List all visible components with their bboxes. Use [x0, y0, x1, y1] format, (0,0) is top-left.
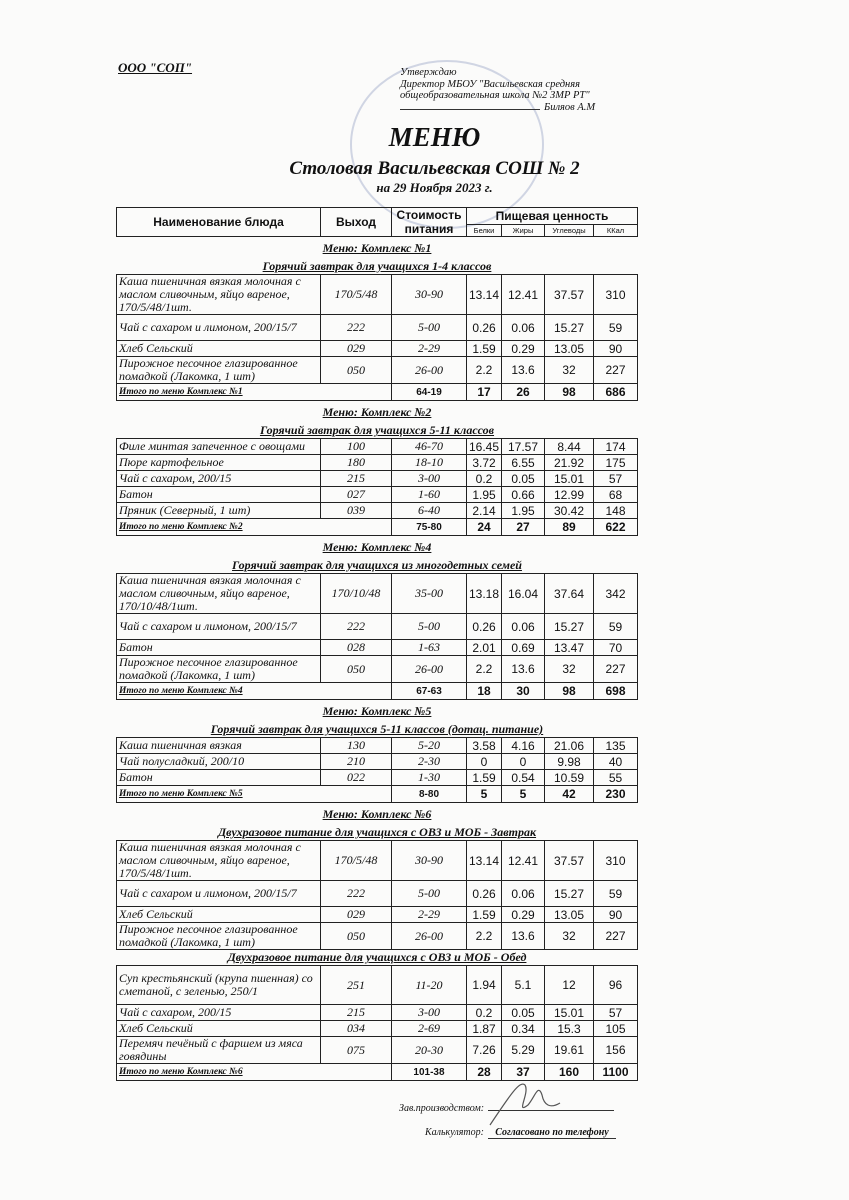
dish-output: 222: [321, 614, 392, 640]
group-subtitle: Горячий завтрак для учащихся 1-4 классов: [117, 259, 638, 275]
dish-kcal: 40: [594, 754, 638, 770]
approve-line: общеобразовательная школа №2 ЗМР РТ": [400, 90, 590, 101]
dish-output: 050: [321, 923, 392, 950]
dish-proteins: 2.2: [467, 923, 502, 950]
total-proteins: 28: [467, 1064, 502, 1081]
dish-name: Батон: [117, 487, 321, 503]
dish-name: Пряник (Северный, 1 шт): [117, 503, 321, 519]
header-proteins: Белки: [467, 224, 502, 236]
dish-cost: 26-00: [392, 357, 467, 384]
dish-carbs: 15.27: [545, 881, 594, 907]
dish-carbs: 32: [545, 357, 594, 384]
dish-output: 075: [321, 1037, 392, 1064]
dish-kcal: 175: [594, 455, 638, 471]
dish-carbs: 21.06: [545, 738, 594, 754]
dish-output: 210: [321, 754, 392, 770]
total-fats: 5: [502, 786, 545, 803]
dish-kcal: 70: [594, 640, 638, 656]
dish-fats: 17.57: [502, 439, 545, 455]
dish-carbs: 30.42: [545, 503, 594, 519]
dish-name: Чай с сахаром, 200/15: [117, 1005, 321, 1021]
dish-proteins: 1.59: [467, 341, 502, 357]
section-title-row: [117, 803, 638, 826]
total-kcal: 622: [594, 519, 638, 536]
dish-cost: 26-00: [392, 923, 467, 950]
section-title-row: [117, 237, 638, 260]
dish-fats: 1.95: [502, 503, 545, 519]
total-carbs: 98: [545, 384, 594, 401]
table-row: [117, 1037, 638, 1064]
dish-name: Чай полусладкий, 200/10: [117, 754, 321, 770]
dish-output: 215: [321, 471, 392, 487]
dish-carbs: 32: [545, 656, 594, 683]
dish-kcal: 90: [594, 907, 638, 923]
dish-carbs: 37.57: [545, 841, 594, 881]
dish-cost: 5-00: [392, 614, 467, 640]
total-fats: 26: [502, 384, 545, 401]
section-title: Меню: Комплекс №5: [322, 703, 432, 718]
dish-carbs: 13.05: [545, 907, 594, 923]
dish-proteins: 1.94: [467, 966, 502, 1005]
total-fats: 37: [502, 1064, 545, 1081]
group-subtitle-row: [117, 259, 638, 275]
dish-proteins: 3.72: [467, 455, 502, 471]
dish-carbs: 37.64: [545, 574, 594, 614]
dish-output: 170/5/48: [321, 841, 392, 881]
table-row: [117, 907, 638, 923]
dish-name: Хлеб Сельский: [117, 907, 321, 923]
signature: [480, 1075, 570, 1130]
total-fats: 27: [502, 519, 545, 536]
dish-kcal: 156: [594, 1037, 638, 1064]
table-row: [117, 315, 638, 341]
dish-proteins: 0.26: [467, 881, 502, 907]
dish-proteins: 2.01: [467, 640, 502, 656]
dish-carbs: 12: [545, 966, 594, 1005]
dish-name: Чай с сахаром и лимоном, 200/15/7: [117, 315, 321, 341]
dish-cost: 35-00: [392, 574, 467, 614]
dish-output: 170/10/48: [321, 574, 392, 614]
dish-output: 130: [321, 738, 392, 754]
table-row: [117, 1021, 638, 1037]
table-row: [117, 487, 638, 503]
dish-name: Хлеб Сельский: [117, 341, 321, 357]
dish-proteins: 0.26: [467, 315, 502, 341]
dish-cost: 2-30: [392, 754, 467, 770]
dish-proteins: 2.14: [467, 503, 502, 519]
table-row: [117, 503, 638, 519]
dish-kcal: 90: [594, 341, 638, 357]
table-row: [117, 738, 638, 754]
dish-proteins: 7.26: [467, 1037, 502, 1064]
dish-fats: 4.16: [502, 738, 545, 754]
dish-fats: 0.06: [502, 614, 545, 640]
dish-cost: 3-00: [392, 471, 467, 487]
header-out: Выход: [321, 208, 392, 237]
dish-carbs: 15.01: [545, 1005, 594, 1021]
dish-proteins: 1.59: [467, 907, 502, 923]
dish-name: Чай с сахаром и лимоном, 200/15/7: [117, 881, 321, 907]
total-row: [117, 384, 638, 401]
production-label: Зав.производством:: [399, 1103, 485, 1114]
dish-carbs: 15.27: [545, 614, 594, 640]
total-kcal: 230: [594, 786, 638, 803]
total-proteins: 17: [467, 384, 502, 401]
section-title: Меню: Комплекс №4: [322, 539, 432, 554]
section-title-row: [117, 536, 638, 559]
section-title: Меню: Комплекс №6: [322, 806, 432, 821]
dish-kcal: 68: [594, 487, 638, 503]
menu-date: на 29 Ноября 2023 г.: [376, 180, 493, 195]
header-fats: Жиры: [502, 224, 545, 236]
dish-carbs: 19.61: [545, 1037, 594, 1064]
total-carbs: 89: [545, 519, 594, 536]
dish-carbs: 12.99: [545, 487, 594, 503]
dish-kcal: 55: [594, 770, 638, 786]
dish-carbs: 13.05: [545, 341, 594, 357]
calc-label: Калькулятор:: [425, 1127, 484, 1138]
section-title-row: [117, 401, 638, 424]
dish-carbs: 9.98: [545, 754, 594, 770]
total-row: [117, 786, 638, 803]
dish-fats: 12.41: [502, 841, 545, 881]
dish-fats: 12.41: [502, 275, 545, 315]
dish-fats: 0: [502, 754, 545, 770]
dish-output: 034: [321, 1021, 392, 1037]
header-nutrition: Пищевая ценность: [467, 208, 638, 225]
dish-output: 027: [321, 487, 392, 503]
total-carbs: 160: [545, 1064, 594, 1081]
total-cost: 8-80: [392, 786, 467, 803]
dish-kcal: 148: [594, 503, 638, 519]
dish-proteins: 16.45: [467, 439, 502, 455]
dish-carbs: 13.47: [545, 640, 594, 656]
group-subtitle: Двухразовое питание для учащихся с ОВЗ и МОБ - Завтрак: [117, 825, 638, 841]
dish-cost: 26-00: [392, 656, 467, 683]
dish-fats: 0.06: [502, 881, 545, 907]
page-subtitle: Столовая Васильевская СОШ № 2: [289, 158, 580, 179]
dish-proteins: 0.2: [467, 471, 502, 487]
table-row: [117, 923, 638, 950]
total-fats: 30: [502, 683, 545, 700]
dish-proteins: 0: [467, 754, 502, 770]
total-label: Итого по меню Комплекс №2: [117, 519, 392, 536]
table-row: [117, 656, 638, 683]
table-row: [117, 754, 638, 770]
total-cost: 101-38: [392, 1064, 467, 1081]
dish-output: 222: [321, 881, 392, 907]
header-carbs: Углеводы: [545, 224, 594, 236]
total-label: Итого по меню Комплекс №4: [117, 683, 392, 700]
dish-fats: 0.66: [502, 487, 545, 503]
dish-name: Филе минтая запеченное с овощами: [117, 439, 321, 455]
dish-fats: 0.05: [502, 1005, 545, 1021]
group-subtitle-row: [117, 825, 638, 841]
dish-kcal: 227: [594, 923, 638, 950]
dish-cost: 46-70: [392, 439, 467, 455]
approve-line: Директор МБОУ "Васильевская средняя: [400, 78, 581, 90]
dish-fats: 13.6: [502, 357, 545, 384]
dish-fats: 16.04: [502, 574, 545, 614]
dish-cost: 18-10: [392, 455, 467, 471]
table-row: [117, 841, 638, 881]
dish-cost: 1-30: [392, 770, 467, 786]
dish-fats: 0.05: [502, 471, 545, 487]
header-kcal: ККал: [594, 224, 638, 236]
total-row: [117, 683, 638, 700]
dish-output: 251: [321, 966, 392, 1005]
dish-cost: 2-29: [392, 907, 467, 923]
dish-kcal: 310: [594, 275, 638, 315]
dish-name: Перемяч печёный с фаршем из мяса говядины: [117, 1037, 321, 1064]
section-title: Меню: Комплекс №2: [322, 404, 432, 419]
total-label: Итого по меню Комплекс №5: [117, 786, 392, 803]
total-label: Итого по меню Комплекс №1: [117, 384, 392, 401]
total-proteins: 5: [467, 786, 502, 803]
dish-carbs: 32: [545, 923, 594, 950]
table-row: [117, 439, 638, 455]
total-proteins: 18: [467, 683, 502, 700]
group-subtitle-row: [117, 950, 638, 966]
dish-proteins: 13.18: [467, 574, 502, 614]
dish-proteins: 1.95: [467, 487, 502, 503]
total-proteins: 24: [467, 519, 502, 536]
table-row: [117, 881, 638, 907]
dish-proteins: 1.87: [467, 1021, 502, 1037]
dish-kcal: 135: [594, 738, 638, 754]
dish-proteins: 13.14: [467, 275, 502, 315]
dish-kcal: 57: [594, 471, 638, 487]
dish-cost: 11-20: [392, 966, 467, 1005]
dish-output: 100: [321, 439, 392, 455]
dish-carbs: 15.3: [545, 1021, 594, 1037]
dish-cost: 30-90: [392, 275, 467, 315]
dish-output: 050: [321, 357, 392, 384]
dish-carbs: 10.59: [545, 770, 594, 786]
total-label: Итого по меню Комплекс №6: [117, 1064, 392, 1081]
total-kcal: 1100: [594, 1064, 638, 1081]
dish-proteins: 0.2: [467, 1005, 502, 1021]
dish-name: Пирожное песочное глазированное помадкой (Лакомка, 1 шт): [117, 357, 321, 384]
dish-name: Каша пшеничная вязкая: [117, 738, 321, 754]
dish-cost: 30-90: [392, 841, 467, 881]
dish-cost: 3-00: [392, 1005, 467, 1021]
organization-name: ООО "СОП": [118, 60, 193, 75]
header-name: Наименование блюда: [117, 208, 321, 237]
dish-name: Чай с сахаром, 200/15: [117, 471, 321, 487]
dish-output: 180: [321, 455, 392, 471]
dish-kcal: 105: [594, 1021, 638, 1037]
table-row: [117, 275, 638, 315]
dish-cost: 1-60: [392, 487, 467, 503]
dish-cost: 5-20: [392, 738, 467, 754]
dish-kcal: 174: [594, 439, 638, 455]
group-subtitle-row: [117, 423, 638, 439]
dish-output: 029: [321, 341, 392, 357]
dish-fats: 0.34: [502, 1021, 545, 1037]
group-subtitle: Горячий завтрак для учащихся 5-11 классов (дотац. питание): [117, 722, 638, 738]
group-subtitle-row: [117, 722, 638, 738]
dish-cost: 6-40: [392, 503, 467, 519]
group-subtitle: Горячий завтрак для учащихся из многодетных семей: [117, 558, 638, 574]
dish-name: Каша пшеничная вязкая молочная с маслом сливочным, яйцо вареное, 170/5/48/1шт.: [117, 275, 321, 315]
dish-name: Каша пшеничная вязкая молочная с маслом сливочным, яйцо вареное, 170/10/48/1шт.: [117, 574, 321, 614]
dish-kcal: 59: [594, 881, 638, 907]
dish-name: Чай с сахаром и лимоном, 200/15/7: [117, 614, 321, 640]
table-row: [117, 966, 638, 1005]
dish-fats: 13.6: [502, 923, 545, 950]
approve-line: Утверждаю: [400, 67, 457, 78]
dish-output: 050: [321, 656, 392, 683]
dish-fats: 5.29: [502, 1037, 545, 1064]
dish-fats: 0.29: [502, 907, 545, 923]
total-carbs: 42: [545, 786, 594, 803]
dish-kcal: 59: [594, 315, 638, 341]
table-row: [117, 640, 638, 656]
menu-table: [116, 207, 638, 1081]
dish-fats: 6.55: [502, 455, 545, 471]
dish-name: Суп крестьянский (крупа пшенная) со сметаной, с зеленью, 250/1: [117, 966, 321, 1005]
dish-name: Батон: [117, 770, 321, 786]
total-cost: 64-19: [392, 384, 467, 401]
dish-proteins: 1.59: [467, 770, 502, 786]
dish-output: 022: [321, 770, 392, 786]
dish-cost: 5-00: [392, 881, 467, 907]
dish-kcal: 57: [594, 1005, 638, 1021]
calc-value: Согласовано по телефону: [488, 1127, 616, 1139]
dish-name: Пирожное песочное глазированное помадкой (Лакомка, 1 шт): [117, 656, 321, 683]
dish-kcal: 227: [594, 656, 638, 683]
dish-carbs: 15.01: [545, 471, 594, 487]
approve-signature-line: [400, 102, 595, 114]
director-name: Биляов А.М: [544, 101, 596, 113]
menu-body: [117, 237, 638, 1081]
dish-proteins: 0.26: [467, 614, 502, 640]
table-row: [117, 770, 638, 786]
dish-name: Каша пшеничная вязкая молочная с маслом сливочным, яйцо вареное, 170/5/48/1шт.: [117, 841, 321, 881]
dish-carbs: 37.57: [545, 275, 594, 315]
dish-cost: 20-30: [392, 1037, 467, 1064]
total-carbs: 98: [545, 683, 594, 700]
dish-kcal: 59: [594, 614, 638, 640]
dish-fats: 0.54: [502, 770, 545, 786]
dish-fats: 13.6: [502, 656, 545, 683]
dish-kcal: 342: [594, 574, 638, 614]
total-cost: 67-63: [392, 683, 467, 700]
dish-cost: 2-69: [392, 1021, 467, 1037]
dish-fats: 0.69: [502, 640, 545, 656]
dish-cost: 5-00: [392, 315, 467, 341]
total-kcal: 698: [594, 683, 638, 700]
dish-carbs: 8.44: [545, 439, 594, 455]
header-cost: Стоимость питания: [392, 208, 467, 237]
dish-name: Батон: [117, 640, 321, 656]
dish-output: 170/5/48: [321, 275, 392, 315]
group-subtitle: Двухразовое питание для учащихся с ОВЗ и МОБ - Обед: [117, 950, 638, 966]
dish-proteins: 2.2: [467, 656, 502, 683]
dish-carbs: 15.27: [545, 315, 594, 341]
table-row: [117, 1005, 638, 1021]
dish-output: 028: [321, 640, 392, 656]
table-row: [117, 614, 638, 640]
total-row: [117, 519, 638, 536]
dish-fats: 5.1: [502, 966, 545, 1005]
dish-proteins: 2.2: [467, 357, 502, 384]
group-subtitle-row: [117, 558, 638, 574]
dish-kcal: 96: [594, 966, 638, 1005]
dish-kcal: 227: [594, 357, 638, 384]
dish-fats: 0.06: [502, 315, 545, 341]
dish-fats: 0.29: [502, 341, 545, 357]
dish-kcal: 310: [594, 841, 638, 881]
dish-proteins: 3.58: [467, 738, 502, 754]
dish-name: Хлеб Сельский: [117, 1021, 321, 1037]
dish-proteins: 13.14: [467, 841, 502, 881]
table-row: [117, 471, 638, 487]
table-row: [117, 357, 638, 384]
section-title: Меню: Комплекс №1: [322, 240, 432, 255]
total-kcal: 686: [594, 384, 638, 401]
dish-cost: 1-63: [392, 640, 467, 656]
dish-carbs: 21.92: [545, 455, 594, 471]
dish-output: 029: [321, 907, 392, 923]
table-row: [117, 341, 638, 357]
dish-cost: 2-29: [392, 341, 467, 357]
dish-output: 222: [321, 315, 392, 341]
approval-block: [400, 67, 595, 113]
group-subtitle: Горячий завтрак для учащихся 5-11 классов: [117, 423, 638, 439]
table-row: [117, 574, 638, 614]
dish-output: 215: [321, 1005, 392, 1021]
dish-name: Пюре картофельное: [117, 455, 321, 471]
dish-name: Пирожное песочное глазированное помадкой (Лакомка, 1 шт): [117, 923, 321, 950]
dish-output: 039: [321, 503, 392, 519]
section-title-row: [117, 700, 638, 723]
table-row: [117, 455, 638, 471]
page-title: МЕНЮ: [388, 122, 481, 152]
total-cost: 75-80: [392, 519, 467, 536]
